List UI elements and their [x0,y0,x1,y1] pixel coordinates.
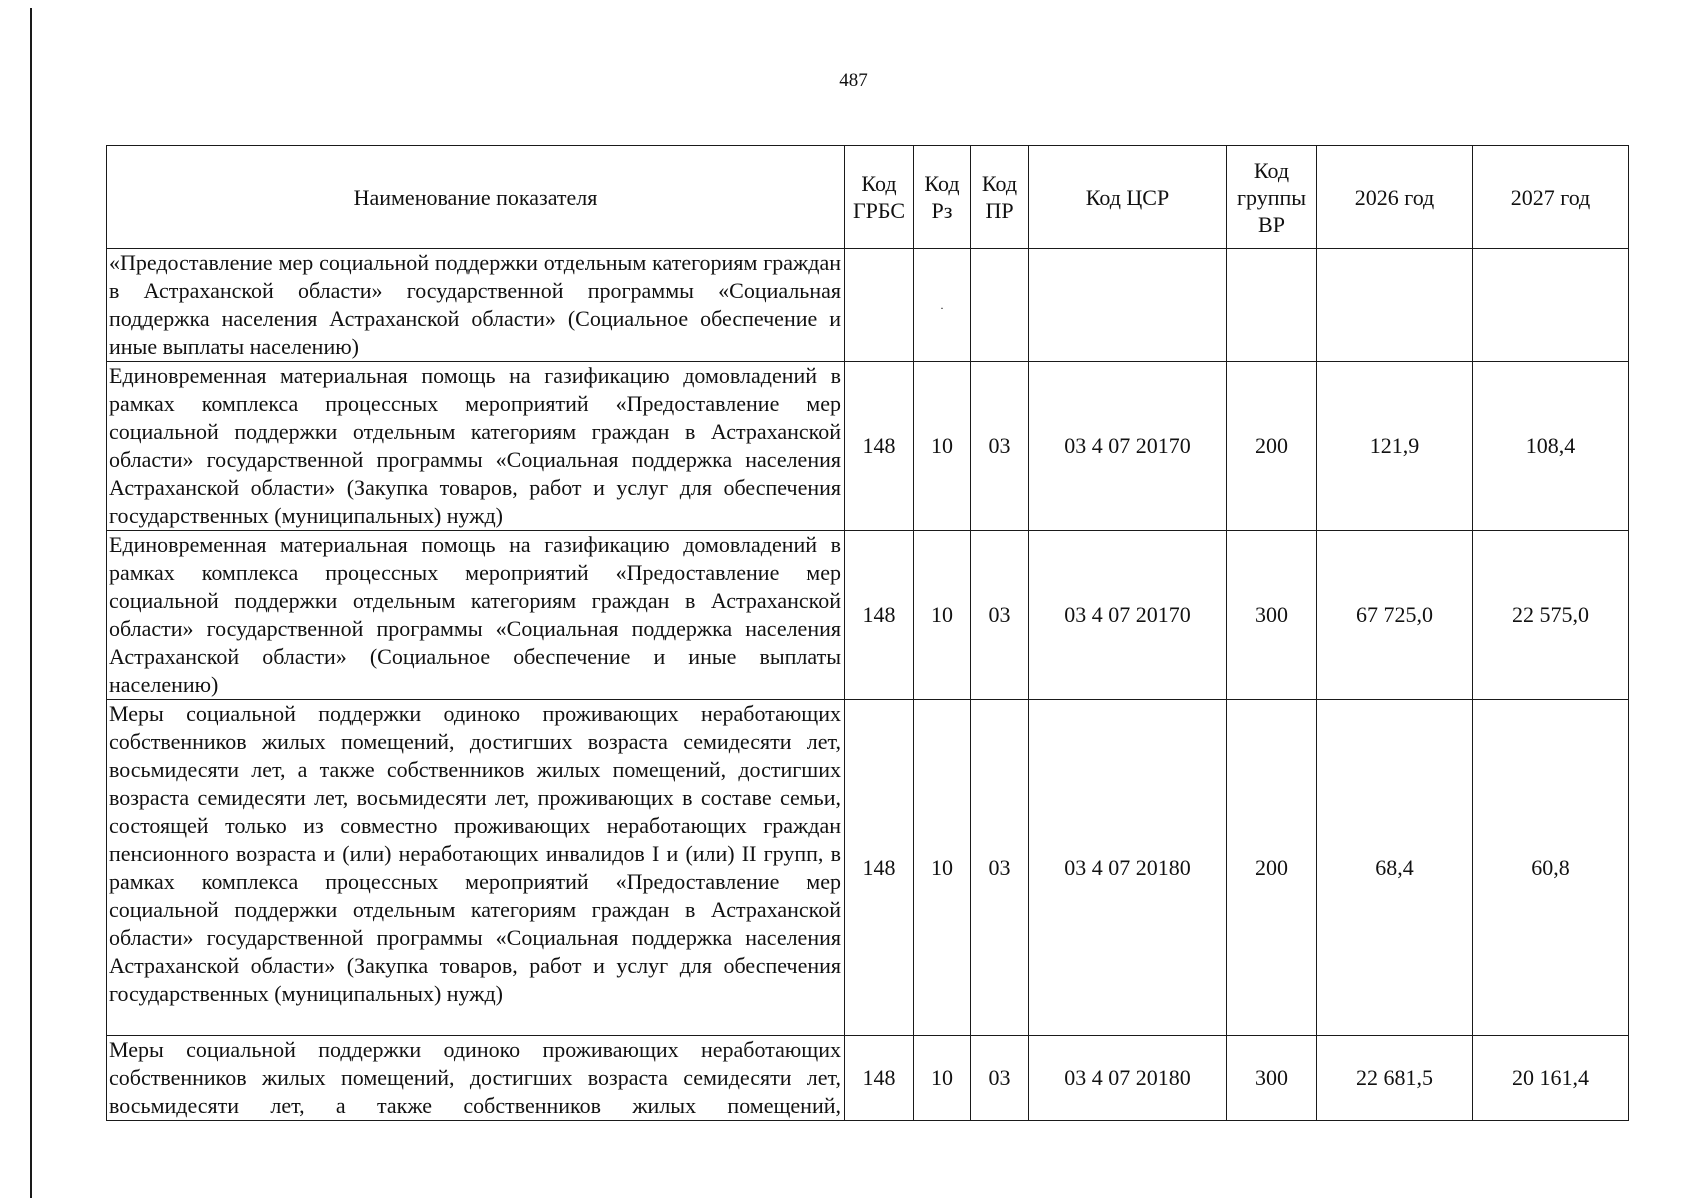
header-grbs: Код ГРБС [845,146,914,249]
row-pr: 03 [971,1036,1029,1121]
row-csr [1029,249,1227,362]
row-pr: 03 [971,362,1029,531]
row-2026: 67 725,0 [1317,531,1473,700]
row-2026: 22 681,5 [1317,1036,1473,1121]
budget-table [106,145,1629,1121]
row-vr: 300 [1227,1036,1317,1121]
row-grbs: 148 [845,700,914,1036]
row-grbs: 148 [845,1036,914,1121]
row-csr: 03 4 07 20180 [1029,1036,1227,1121]
row-csr: 03 4 07 20170 [1029,531,1227,700]
row-grbs: 148 [845,531,914,700]
row-grbs: 148 [845,362,914,531]
row-vr: 300 [1227,531,1317,700]
row-name: Меры социальной поддержки одиноко проживающих неработающих собственников жилых помещений, достигших возраста семидесяти лет, восьмидесяти лет, а также собственников жилых помещений, достигших возраста семидесяти лет, восьмидесяти лет, проживающих в составе семьи, состоящей только из совместно проживающих неработающих граждан пенсионного возраста и (или) неработающих инвалидов I и (или) II групп, в рамках комплекса процессных мероприятий «Предоставление мер социальной поддержки отдельным категориям граждан в Астраханской области» государственной программы «Социальная поддержка населения Астраханской области» (Закупка товаров, работ и услуг для обеспечения государственных (муниципальных) нужд) [107,700,845,1036]
table-row [107,1036,1629,1121]
row-2026: 68,4 [1317,700,1473,1036]
table-row [107,362,1629,531]
row-name-text: Меры социальной поддержки одиноко проживающих неработающих собственников жилых помещений, достигших возраста семидесяти лет, восьмидесяти лет, а также собственников жилых помещений, [109,1037,841,1118]
row-pr [971,249,1029,362]
row-name: «Предоставление мер социальной поддержки отдельным категориям граждан в Астраханской области» государственной программы «Социальная поддержка населения Астраханской области» (Социальное обеспечение и иные выплаты населению) [107,249,845,362]
row-2026: 121,9 [1317,362,1473,531]
header-2027: 2027 год [1473,146,1629,249]
row-grbs [845,249,914,362]
row-2027: 20 161,4 [1473,1036,1629,1121]
row-rz: 10 [914,362,971,531]
row-rz: 10 [914,1036,971,1121]
row-rz: 10 [914,531,971,700]
table-row [107,249,1629,362]
header-vr: Код группы ВР [1227,146,1317,249]
row-vr: 200 [1227,700,1317,1036]
row-2027: 108,4 [1473,362,1629,531]
row-name: Единовременная материальная помощь на газификацию домовладений в рамках комплекса процессных мероприятий «Предоставление мер социальной поддержки отдельным категориям граждан в Астраханской области» государственной программы «Социальная поддержка населения Астраханской области» (Социальное обеспечение и иные выплаты населению) [107,531,845,700]
row-pr: 03 [971,700,1029,1036]
table-row [107,700,1629,1036]
page-binding-line [30,8,32,1198]
page-number: 487 [839,70,868,91]
header-pr: Код ПР [971,146,1029,249]
header-2026: 2026 год [1317,146,1473,249]
row-name [107,1036,845,1121]
row-rz: . [914,249,971,362]
header-csr: Код ЦСР [1029,146,1227,249]
table-header-row [107,146,1629,249]
row-vr [1227,249,1317,362]
row-2027 [1473,249,1629,362]
row-csr: 03 4 07 20170 [1029,362,1227,531]
header-rz: Код Рз [914,146,971,249]
row-2027: 22 575,0 [1473,531,1629,700]
row-vr: 200 [1227,362,1317,531]
header-name: Наименование показателя [107,146,845,249]
row-name: Единовременная материальная помощь на газификацию домовладений в рамках комплекса процессных мероприятий «Предоставление мер социальной поддержки отдельным категориям граждан в Астраханской области» государственной программы «Социальная поддержка населения Астраханской области» (Закупка товаров, работ и услуг для обеспечения государственных (муниципальных) нужд) [107,362,845,531]
row-2027: 60,8 [1473,700,1629,1036]
row-rz: 10 [914,700,971,1036]
row-pr: 03 [971,531,1029,700]
row-csr: 03 4 07 20180 [1029,700,1227,1036]
table-row [107,531,1629,700]
row-2026 [1317,249,1473,362]
